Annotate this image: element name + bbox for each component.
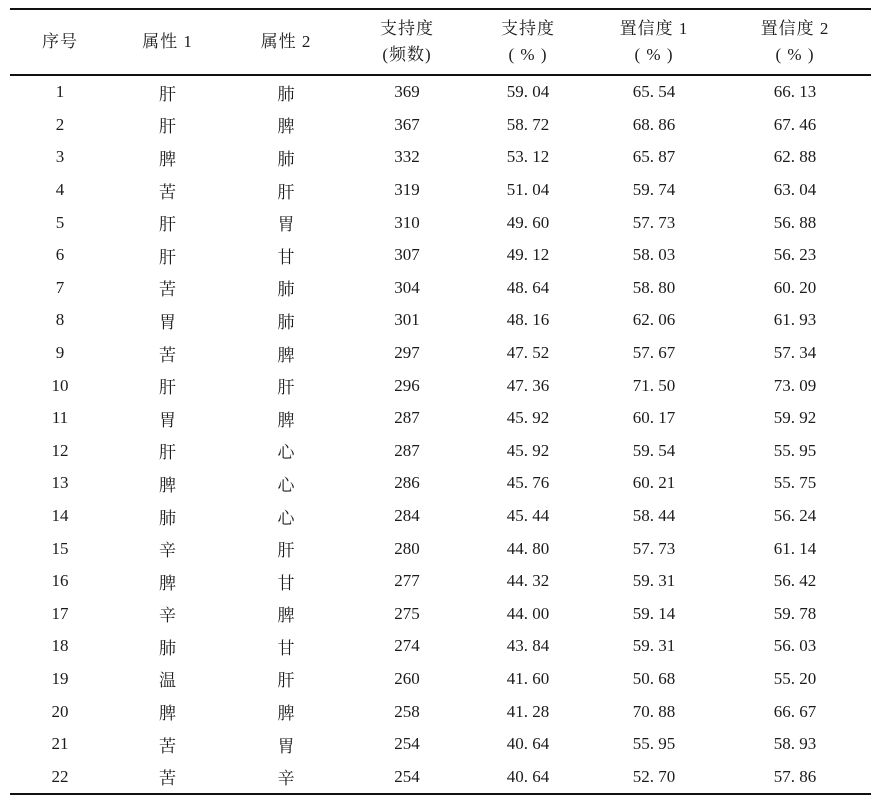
table-cell: 45. 92 <box>506 408 550 428</box>
table-cell: 47. 36 <box>506 375 550 395</box>
table-cell: 胃 <box>277 215 295 235</box>
table-cell: 22 <box>51 766 69 786</box>
table-cell: 5 <box>55 212 65 232</box>
header-label: 支持度 <box>501 18 555 38</box>
association-rules-table <box>10 8 871 795</box>
table-cell: 肝 <box>277 182 295 202</box>
table-cell: 脾 <box>277 117 295 137</box>
table-row <box>10 75 871 109</box>
table-cell: 8 <box>55 310 65 330</box>
table-cell: 51. 04 <box>506 180 550 200</box>
table-cell: 脾 <box>159 573 176 593</box>
table-cell: 胃 <box>159 312 176 332</box>
header-label: 置信度 2 <box>760 18 830 38</box>
table-cell: 277 <box>394 571 420 591</box>
table-cell: 286 <box>394 473 420 493</box>
table-cell: 57. 73 <box>632 538 676 558</box>
table-cell: 肝 <box>159 443 176 463</box>
header-sublabel: (频数) <box>382 45 432 64</box>
table-cell: 肝 <box>277 671 295 691</box>
table-cell: 58. 44 <box>632 506 676 526</box>
table-cell: 59. 78 <box>773 603 817 623</box>
table-cell: 脾 <box>159 149 176 169</box>
table-cell: 40. 64 <box>506 734 550 754</box>
table-row <box>10 174 871 207</box>
table-row <box>10 141 871 174</box>
table-cell: 73. 09 <box>773 375 817 395</box>
table-cell: 9 <box>55 343 65 363</box>
table-cell: 肺 <box>277 84 295 104</box>
table-cell: 44. 32 <box>506 571 550 591</box>
table-cell: 63. 04 <box>773 180 817 200</box>
table-cell: 肺 <box>159 638 176 658</box>
header-sublabel: ( % ) <box>508 45 548 64</box>
table-cell: 254 <box>394 766 420 786</box>
table-cell: 59. 54 <box>632 440 676 460</box>
table-cell: 58. 03 <box>632 245 676 265</box>
table-cell: 脾 <box>277 410 295 430</box>
table-cell: 59. 31 <box>632 571 676 591</box>
table-cell: 280 <box>394 538 420 558</box>
table-cell: 3 <box>55 147 65 167</box>
table-cell: 47. 52 <box>506 343 550 363</box>
header-label: 属性 1 <box>142 31 193 51</box>
table-row <box>10 402 871 435</box>
table-cell: 肺 <box>277 280 295 300</box>
table-cell: 58. 80 <box>632 277 676 297</box>
table-cell: 260 <box>394 668 420 688</box>
header-label: 支持度 <box>380 18 434 38</box>
table-cell: 41. 28 <box>506 701 550 721</box>
table-cell: 59. 31 <box>632 636 676 656</box>
table-cell: 53. 12 <box>506 147 550 167</box>
table-cell: 55. 20 <box>773 668 817 688</box>
table-cell: 温 <box>159 671 176 691</box>
table-row <box>10 369 871 402</box>
table-cell: 297 <box>394 343 420 363</box>
col-header-confidence-2 <box>719 9 871 75</box>
table-row <box>10 239 871 272</box>
table-cell: 67. 46 <box>773 114 817 134</box>
table-cell: 肺 <box>277 312 295 332</box>
table-cell: 62. 88 <box>773 147 817 167</box>
table-cell: 58. 93 <box>773 734 817 754</box>
table-row <box>10 598 871 631</box>
table-cell: 44. 00 <box>506 603 550 623</box>
table-cell: 辛 <box>159 606 176 626</box>
table-body <box>10 75 871 794</box>
table-cell: 369 <box>394 82 420 102</box>
table-cell: 284 <box>394 506 420 526</box>
table-cell: 甘 <box>277 573 295 593</box>
table-cell: 274 <box>394 636 420 656</box>
table-cell: 肝 <box>159 215 176 235</box>
table-cell: 275 <box>394 603 420 623</box>
table-cell: 52. 70 <box>632 766 676 786</box>
table-cell: 15 <box>51 538 69 558</box>
table-cell: 苦 <box>159 280 176 300</box>
table-cell: 辛 <box>159 541 176 561</box>
table-cell: 41. 60 <box>506 668 550 688</box>
table-cell: 66. 67 <box>773 701 817 721</box>
table-cell: 60. 20 <box>773 277 817 297</box>
table-cell: 65. 87 <box>632 147 676 167</box>
col-header-support-percent <box>467 9 589 75</box>
table-row <box>10 500 871 533</box>
table-cell: 12 <box>51 440 69 460</box>
table-cell: 45. 44 <box>506 506 550 526</box>
table-cell: 脾 <box>277 606 295 626</box>
table-cell: 45. 76 <box>506 473 550 493</box>
table-cell: 55. 95 <box>632 734 676 754</box>
table-cell: 甘 <box>277 247 295 267</box>
table-cell: 304 <box>394 277 420 297</box>
col-header-attribute-1 <box>110 9 225 75</box>
table-cell: 58. 72 <box>506 114 550 134</box>
table-row <box>10 435 871 468</box>
table-cell: 70. 88 <box>632 701 676 721</box>
table-cell: 56. 03 <box>773 636 817 656</box>
table-cell: 7 <box>55 277 65 297</box>
table-cell: 45. 92 <box>506 440 550 460</box>
table-cell: 60. 17 <box>632 408 676 428</box>
col-header-attribute-2 <box>225 9 347 75</box>
table-cell: 48. 16 <box>506 310 550 330</box>
table-cell: 254 <box>394 734 420 754</box>
table-cell: 脾 <box>277 345 295 365</box>
col-header-confidence-1 <box>589 9 719 75</box>
table-row <box>10 760 871 794</box>
table-row <box>10 337 871 370</box>
table-cell: 56. 88 <box>773 212 817 232</box>
table-cell: 49. 12 <box>506 245 550 265</box>
table-cell: 57. 73 <box>632 212 676 232</box>
table-cell: 61. 14 <box>773 538 817 558</box>
col-header-support-count <box>347 9 467 75</box>
table-cell: 258 <box>394 701 420 721</box>
col-header-serial <box>10 9 110 75</box>
table-cell: 50. 68 <box>632 668 676 688</box>
table-row <box>10 272 871 305</box>
table-cell: 辛 <box>277 769 295 789</box>
table-cell: 44. 80 <box>506 538 550 558</box>
table-cell: 肝 <box>159 117 176 137</box>
table-cell: 307 <box>394 245 420 265</box>
table-cell: 367 <box>394 114 420 134</box>
table-row <box>10 728 871 761</box>
table-cell: 10 <box>51 375 69 395</box>
table-cell: 59. 14 <box>632 603 676 623</box>
table-cell: 13 <box>51 473 69 493</box>
table-cell: 55. 75 <box>773 473 817 493</box>
table-cell: 49. 60 <box>506 212 550 232</box>
table-cell: 6 <box>55 245 65 265</box>
table-cell: 57. 34 <box>773 343 817 363</box>
header-sublabel: ( % ) <box>634 45 674 64</box>
table-cell: 肝 <box>159 378 176 398</box>
table-cell: 肝 <box>159 247 176 267</box>
table-cell: 脾 <box>159 475 176 495</box>
table-cell: 19 <box>51 668 69 688</box>
table-row <box>10 532 871 565</box>
table-cell: 1 <box>55 82 65 102</box>
table-cell: 56. 42 <box>773 571 817 591</box>
table-row <box>10 467 871 500</box>
table-cell: 60. 21 <box>632 473 676 493</box>
table-cell: 肺 <box>159 508 176 528</box>
table-cell: 17 <box>51 603 69 623</box>
table-cell: 胃 <box>277 736 295 756</box>
table-cell: 62. 06 <box>632 310 676 330</box>
table-cell: 68. 86 <box>632 114 676 134</box>
table-cell: 肝 <box>159 84 176 104</box>
table-row <box>10 565 871 598</box>
table-row <box>10 663 871 696</box>
table-cell: 脾 <box>159 704 176 724</box>
table-cell: 心 <box>277 475 295 495</box>
table-cell: 胃 <box>159 410 176 430</box>
table-cell: 14 <box>51 506 69 526</box>
table-cell: 21 <box>51 734 69 754</box>
table-cell: 11 <box>51 408 69 428</box>
table-cell: 319 <box>394 180 420 200</box>
table-cell: 59. 04 <box>506 82 550 102</box>
table-cell: 287 <box>394 408 420 428</box>
table-cell: 16 <box>51 571 69 591</box>
table-cell: 66. 13 <box>773 82 817 102</box>
table-row <box>10 206 871 239</box>
table-cell: 332 <box>394 147 420 167</box>
table-cell: 56. 24 <box>773 506 817 526</box>
table-cell: 296 <box>394 375 420 395</box>
table-cell: 苦 <box>159 769 176 789</box>
table-cell: 甘 <box>277 638 295 658</box>
table-cell: 287 <box>394 440 420 460</box>
table-row <box>10 695 871 728</box>
table-cell: 61. 93 <box>773 310 817 330</box>
table-cell: 48. 64 <box>506 277 550 297</box>
header-label: 属性 2 <box>260 31 312 51</box>
table-cell: 59. 74 <box>632 180 676 200</box>
table-cell: 20 <box>51 701 69 721</box>
table-header <box>10 9 871 75</box>
table-cell: 310 <box>394 212 420 232</box>
header-label: 序号 <box>42 31 78 51</box>
table-cell: 40. 64 <box>506 766 550 786</box>
table-row <box>10 630 871 663</box>
table-cell: 57. 86 <box>773 766 817 786</box>
header-label: 置信度 1 <box>619 18 689 38</box>
table-cell: 苦 <box>159 736 176 756</box>
table-cell: 65. 54 <box>632 82 676 102</box>
header-row <box>10 9 871 75</box>
table-row <box>10 304 871 337</box>
table-cell: 18 <box>51 636 69 656</box>
table-cell: 301 <box>394 310 420 330</box>
table-cell: 55. 95 <box>773 440 817 460</box>
table-cell: 肝 <box>277 378 295 398</box>
header-sublabel: ( % ) <box>775 45 815 64</box>
table-cell: 56. 23 <box>773 245 817 265</box>
table-cell: 肺 <box>277 149 295 169</box>
table-row <box>10 109 871 142</box>
table-cell: 57. 67 <box>632 343 676 363</box>
table-cell: 43. 84 <box>506 636 550 656</box>
table-cell: 肝 <box>277 541 295 561</box>
table-cell: 苦 <box>159 345 176 365</box>
table-cell: 苦 <box>159 182 176 202</box>
table-cell: 71. 50 <box>632 375 676 395</box>
table-cell: 心 <box>277 508 295 528</box>
table-cell: 心 <box>277 443 295 463</box>
table-cell: 59. 92 <box>773 408 817 428</box>
table-cell: 脾 <box>277 704 295 724</box>
table-cell: 4 <box>55 180 65 200</box>
table-cell: 2 <box>55 114 65 134</box>
